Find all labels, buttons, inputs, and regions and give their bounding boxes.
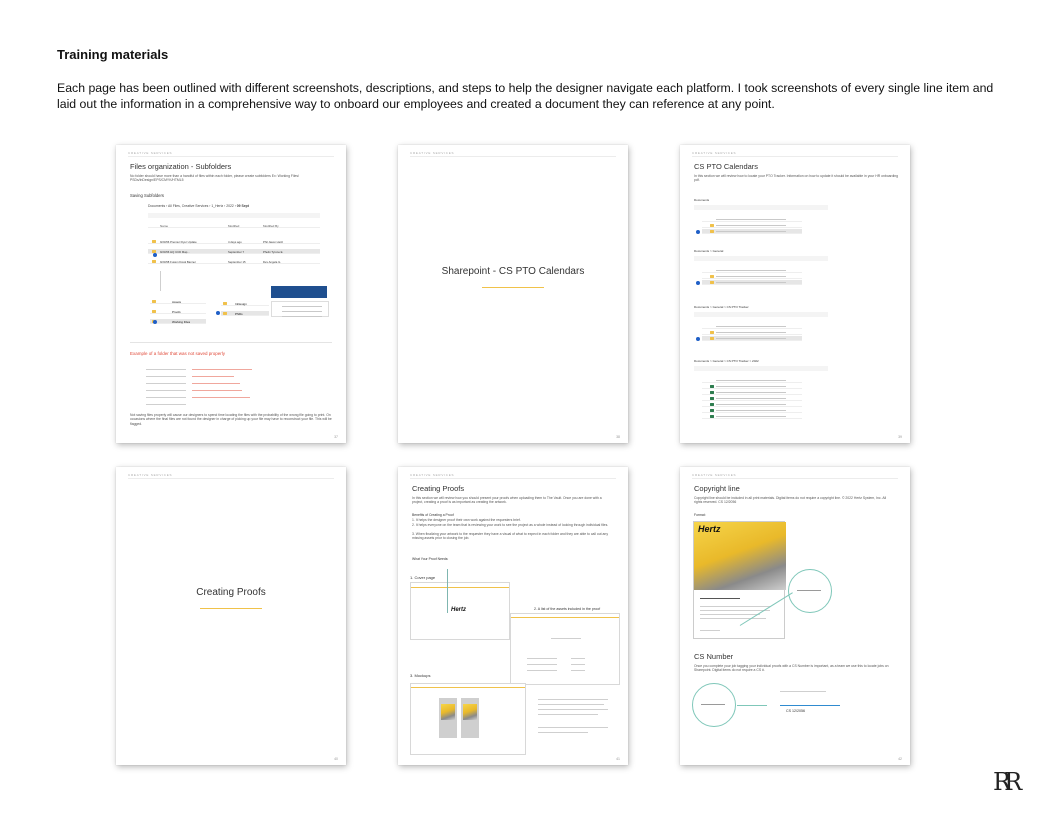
- section-label: Documents > General: [694, 249, 724, 253]
- folder-icon: [152, 260, 156, 263]
- selected-indicator-icon: [153, 253, 157, 257]
- row-line: [282, 311, 322, 312]
- cs-callout-circle: [692, 683, 736, 727]
- benefit-item: 1. It helps the designer proof their own work against the requesters brief.: [412, 518, 521, 522]
- selected-indicator-icon: [696, 230, 700, 234]
- asset-line: [571, 664, 585, 665]
- cs-number-intro: Once you complete your job tagging your individual proofs with a CS Number is important, as a team we use this to locate jobs on Sharepoint. Digital items do not require a CS #.: [694, 664, 889, 673]
- table-row[interactable]: [702, 217, 802, 222]
- page-number: 41: [616, 757, 620, 761]
- page-footer-text: Not saving files properly will cause our designers to spend time locating the files with the probability of the wrong file going to print. On occasions where the final files are not found the designer in charge of picking up your file may have to reconstruct your file. This will be flagged.: [130, 413, 332, 426]
- saving-subfolders-label: Saving Subfolders: [130, 193, 164, 198]
- phone-mockup: [461, 698, 479, 738]
- page-label: CREATIVE SERVICES: [410, 473, 455, 477]
- row-line: [716, 219, 786, 220]
- table-header: Name Modified Modified By: [148, 223, 320, 228]
- row-line: [716, 270, 786, 271]
- section-title: Creating Proofs: [196, 587, 266, 598]
- doc-page-pto-calendars: [680, 145, 910, 443]
- page-intro: No folder should have more than a handful of files within each folder, please create subfolders Ex: Working Files/ PSDs/InDesign/EPS/CMYK/HTML5: [130, 174, 299, 183]
- general-table: [702, 266, 802, 290]
- folder-icon: [152, 300, 156, 303]
- doc-page-copyright: [680, 467, 910, 765]
- benefit-item: 3. When finalizing your artwork to the requester they have a visual of what to expect in each folder and they are able to call out any missing assets prior to closing the job.: [412, 532, 609, 541]
- tree-item[interactable]: InDesign: [221, 301, 269, 306]
- table-row[interactable]: [702, 268, 802, 273]
- doc-page-creating-proofs: [398, 467, 628, 765]
- error-line: [192, 390, 242, 391]
- section-label: Documents > General > CS PTO Tracker > 2022: [694, 359, 759, 363]
- ad-image: [441, 704, 455, 720]
- command-bar: [694, 366, 828, 371]
- folder-icon: [710, 224, 714, 227]
- page-rule: [692, 478, 898, 479]
- tree-item[interactable]: Working Files: [150, 319, 206, 324]
- row-line: [716, 392, 786, 393]
- brand-logo: RR: [993, 768, 1016, 796]
- asset-line: [527, 664, 557, 665]
- folder-icon: [223, 312, 227, 315]
- section-label: Documents > General > CS PTO Tracker: [694, 305, 749, 309]
- row-line: [146, 397, 186, 398]
- page-rule: [128, 478, 334, 479]
- table-row[interactable]: [702, 390, 802, 395]
- asset-line: [527, 658, 557, 659]
- row-line: [282, 316, 322, 317]
- pto-tracker-table: [702, 322, 802, 346]
- table-row[interactable]: [702, 402, 802, 407]
- format-label: Format:: [694, 513, 706, 517]
- table-row[interactable]: [702, 223, 802, 228]
- error-line: [192, 383, 240, 384]
- asset-line: [527, 670, 557, 671]
- table-row[interactable]: [702, 384, 802, 389]
- connector-line: [160, 271, 161, 291]
- asset-line: [551, 638, 581, 639]
- row-line: [282, 306, 322, 307]
- asset-list-mockup: [510, 613, 620, 685]
- selected-indicator-icon: [216, 311, 220, 315]
- mockups-frame: [410, 683, 526, 755]
- section-heading: Training materials: [57, 47, 169, 62]
- breadcrumb: Documents › All Files, Creative Services › 1_Hertz › 2022 › 09 Sept: [148, 204, 249, 208]
- note-line: [538, 714, 598, 715]
- row-line: [716, 380, 786, 381]
- cs-format-line: [780, 691, 826, 692]
- row-line: [716, 326, 786, 327]
- row-line: [146, 383, 186, 384]
- pto-2022-table: [702, 376, 802, 422]
- cover-page-mockup: [410, 582, 510, 640]
- file-icon: [710, 391, 714, 394]
- error-line: [192, 369, 252, 370]
- row-line: [716, 410, 786, 411]
- page-number: 39: [898, 435, 902, 439]
- flyer-mockup: [693, 521, 785, 639]
- command-bar: [694, 256, 828, 261]
- command-bar: [148, 213, 320, 218]
- page-label: CREATIVE SERVICES: [128, 151, 173, 155]
- cover-page-label: 1. Cover page: [410, 575, 436, 580]
- cs-connector: [737, 705, 767, 706]
- example-caption: Example of a folder that was not saved properly: [130, 351, 226, 356]
- table-row[interactable]: [702, 396, 802, 401]
- row-line: [146, 390, 186, 391]
- page-label: CREATIVE SERVICES: [410, 151, 455, 155]
- page-label: CREATIVE SERVICES: [692, 473, 737, 477]
- flyer-line: [700, 630, 720, 631]
- note-line: [538, 699, 608, 700]
- flyer-line: [700, 598, 740, 599]
- row-line: [716, 386, 786, 387]
- benefit-item: 2. It helps everyone on the team that is reviewing your work to see the project as a whole instead of looking through individual files.: [412, 523, 609, 527]
- page-number: 37: [334, 435, 338, 439]
- file-icon: [710, 385, 714, 388]
- note-line: [538, 704, 604, 705]
- title-underline: [200, 608, 262, 609]
- table-row[interactable]: 9/23/68 Fusion Kiosk Banner September 15 Dev Angela G.: [148, 259, 320, 264]
- page-intro: In this section we will review how to locate your PTO Tracker. Information on how to update it should be available in your HR onboarding pdf.: [694, 174, 899, 183]
- table-row[interactable]: [702, 408, 802, 413]
- row-line: [716, 332, 786, 333]
- table-row[interactable]: [702, 330, 802, 335]
- folder-icon: [710, 331, 714, 334]
- folder-icon: [710, 275, 714, 278]
- table-row[interactable]: [702, 336, 802, 341]
- hertz-logo: Hertz: [451, 607, 467, 613]
- asset-line: [571, 658, 585, 659]
- row-line: [716, 338, 786, 339]
- selected-indicator-icon: [696, 337, 700, 341]
- folder-icon: [223, 302, 227, 305]
- ad-image: [463, 704, 477, 720]
- file-icon: [710, 397, 714, 400]
- row-line: [716, 276, 786, 277]
- page-title: Creating Proofs: [412, 484, 465, 493]
- flyer-line: [700, 606, 770, 607]
- row-line: [146, 404, 186, 405]
- error-notes: [192, 365, 272, 405]
- tree-item[interactable]: Assets: [150, 299, 206, 304]
- section-title: Sharepoint - CS PTO Calendars: [441, 266, 585, 277]
- tree-item[interactable]: Proofs: [150, 309, 206, 314]
- file-icon: [710, 403, 714, 406]
- error-line: [192, 376, 234, 377]
- page-rule: [692, 156, 898, 157]
- file-icon: [710, 409, 714, 412]
- page-intro: Copyright line should be included in all print materials. Digital items do not require a copyright line. © 2022 Hertz System, Inc. All rights reserved. CS 12/2056: [694, 496, 887, 505]
- folder-icon: [710, 281, 714, 284]
- doc-page-sharepoint-divider: [398, 145, 628, 443]
- zoom-callout-circle: [788, 569, 832, 613]
- row-line: [716, 404, 786, 405]
- callout-line: [701, 704, 725, 705]
- cs-number-value: CS 12/2056: [786, 709, 805, 713]
- folder-icon: [152, 310, 156, 313]
- section-label: Documents: [694, 198, 710, 202]
- table-row[interactable]: [702, 280, 802, 285]
- selected-indicator-icon: [696, 281, 700, 285]
- doc-page-creating-proofs-divider: [116, 467, 346, 765]
- tooltip-callout: [271, 286, 327, 298]
- page-label: CREATIVE SERVICES: [128, 473, 173, 477]
- page-number: 40: [334, 757, 338, 761]
- table-row[interactable]: 9/23/66 Premier Flyer Update 4 days ago Phil Jason Heitz: [148, 239, 320, 244]
- row-line: [716, 398, 786, 399]
- page-label: CREATIVE SERVICES: [692, 151, 737, 155]
- annotation-line: [447, 569, 448, 613]
- row-line: [146, 376, 186, 377]
- page-rule: [410, 156, 616, 157]
- proof-needs-title: What Your Proof Needs:: [412, 557, 449, 561]
- table-row[interactable]: [702, 414, 802, 419]
- benefits-title: Benefits of Creating a Proof: [412, 513, 454, 517]
- note-line: [538, 732, 588, 733]
- cover-stripe: [411, 687, 525, 688]
- file-list-small: [271, 301, 329, 317]
- tree-item[interactable]: PSDs: [221, 311, 269, 316]
- intro-paragraph: Each page has been outlined with different screenshots, descriptions, and steps to help the designer navigate each platform. I took screenshots of every single line item and laid out the information in a comprehensive way to onboard our employees and created a document they can reference at any point.: [57, 81, 994, 111]
- row-line: [716, 282, 786, 283]
- asset-line: [571, 670, 585, 671]
- table-row[interactable]: [702, 378, 802, 383]
- command-bar: [694, 312, 828, 317]
- page-number: 38: [616, 435, 620, 439]
- cs-bracket: [780, 705, 840, 706]
- folder-icon: [710, 337, 714, 340]
- table-row[interactable]: 9/23/66 HQ UCD Map... September 7 Phelix Tyrone E.: [148, 249, 320, 254]
- page-rule: [128, 156, 334, 157]
- row-line: [716, 225, 786, 226]
- assets-label: 2. A list of the assets included in the proof: [534, 607, 601, 611]
- row-line: [716, 416, 786, 417]
- bad-folder-example: [140, 363, 190, 407]
- row-line: [716, 231, 786, 232]
- flyer-line: [700, 614, 760, 615]
- flyer-line: [700, 610, 770, 611]
- title-underline: [482, 287, 544, 288]
- file-icon: [710, 415, 714, 418]
- row-line: [146, 369, 186, 370]
- page-title: Copyright line: [694, 484, 740, 493]
- selected-indicator-icon: [153, 320, 157, 324]
- page-rule: [410, 478, 616, 479]
- folder-icon: [710, 230, 714, 233]
- page-title: CS PTO Calendars: [694, 162, 759, 171]
- note-line: [538, 709, 608, 710]
- page-title: Files organization - Subfolders: [130, 162, 232, 171]
- hertz-logo: Hertz: [698, 524, 721, 534]
- cover-stripe: [511, 617, 619, 618]
- folder-tree-right: [221, 299, 269, 319]
- cover-stripe: [411, 587, 509, 588]
- error-line: [192, 397, 250, 398]
- command-bar: [694, 205, 828, 210]
- note-line: [538, 727, 608, 728]
- table-row[interactable]: [702, 324, 802, 329]
- cs-number-title: CS Number: [694, 652, 734, 661]
- doc-page-files-organization: [116, 145, 346, 443]
- phone-mockup: [439, 698, 457, 738]
- section-divider: [130, 342, 332, 343]
- documents-table: [702, 215, 802, 239]
- flyer-line: [700, 618, 766, 619]
- file-table: [148, 223, 320, 271]
- page-intro: In this section we will review how you should present your proofs when uploading them to The Vault. Once you are done with a project, creating a proof is as important as creating the artwork.: [412, 496, 602, 505]
- folder-icon: [152, 240, 156, 243]
- folder-tree-left: [150, 291, 206, 327]
- page-number: 42: [898, 757, 902, 761]
- mockups-label: 3. Mockups: [410, 673, 431, 678]
- callout-line: [797, 590, 821, 591]
- table-row[interactable]: [702, 274, 802, 279]
- table-row[interactable]: [702, 229, 802, 234]
